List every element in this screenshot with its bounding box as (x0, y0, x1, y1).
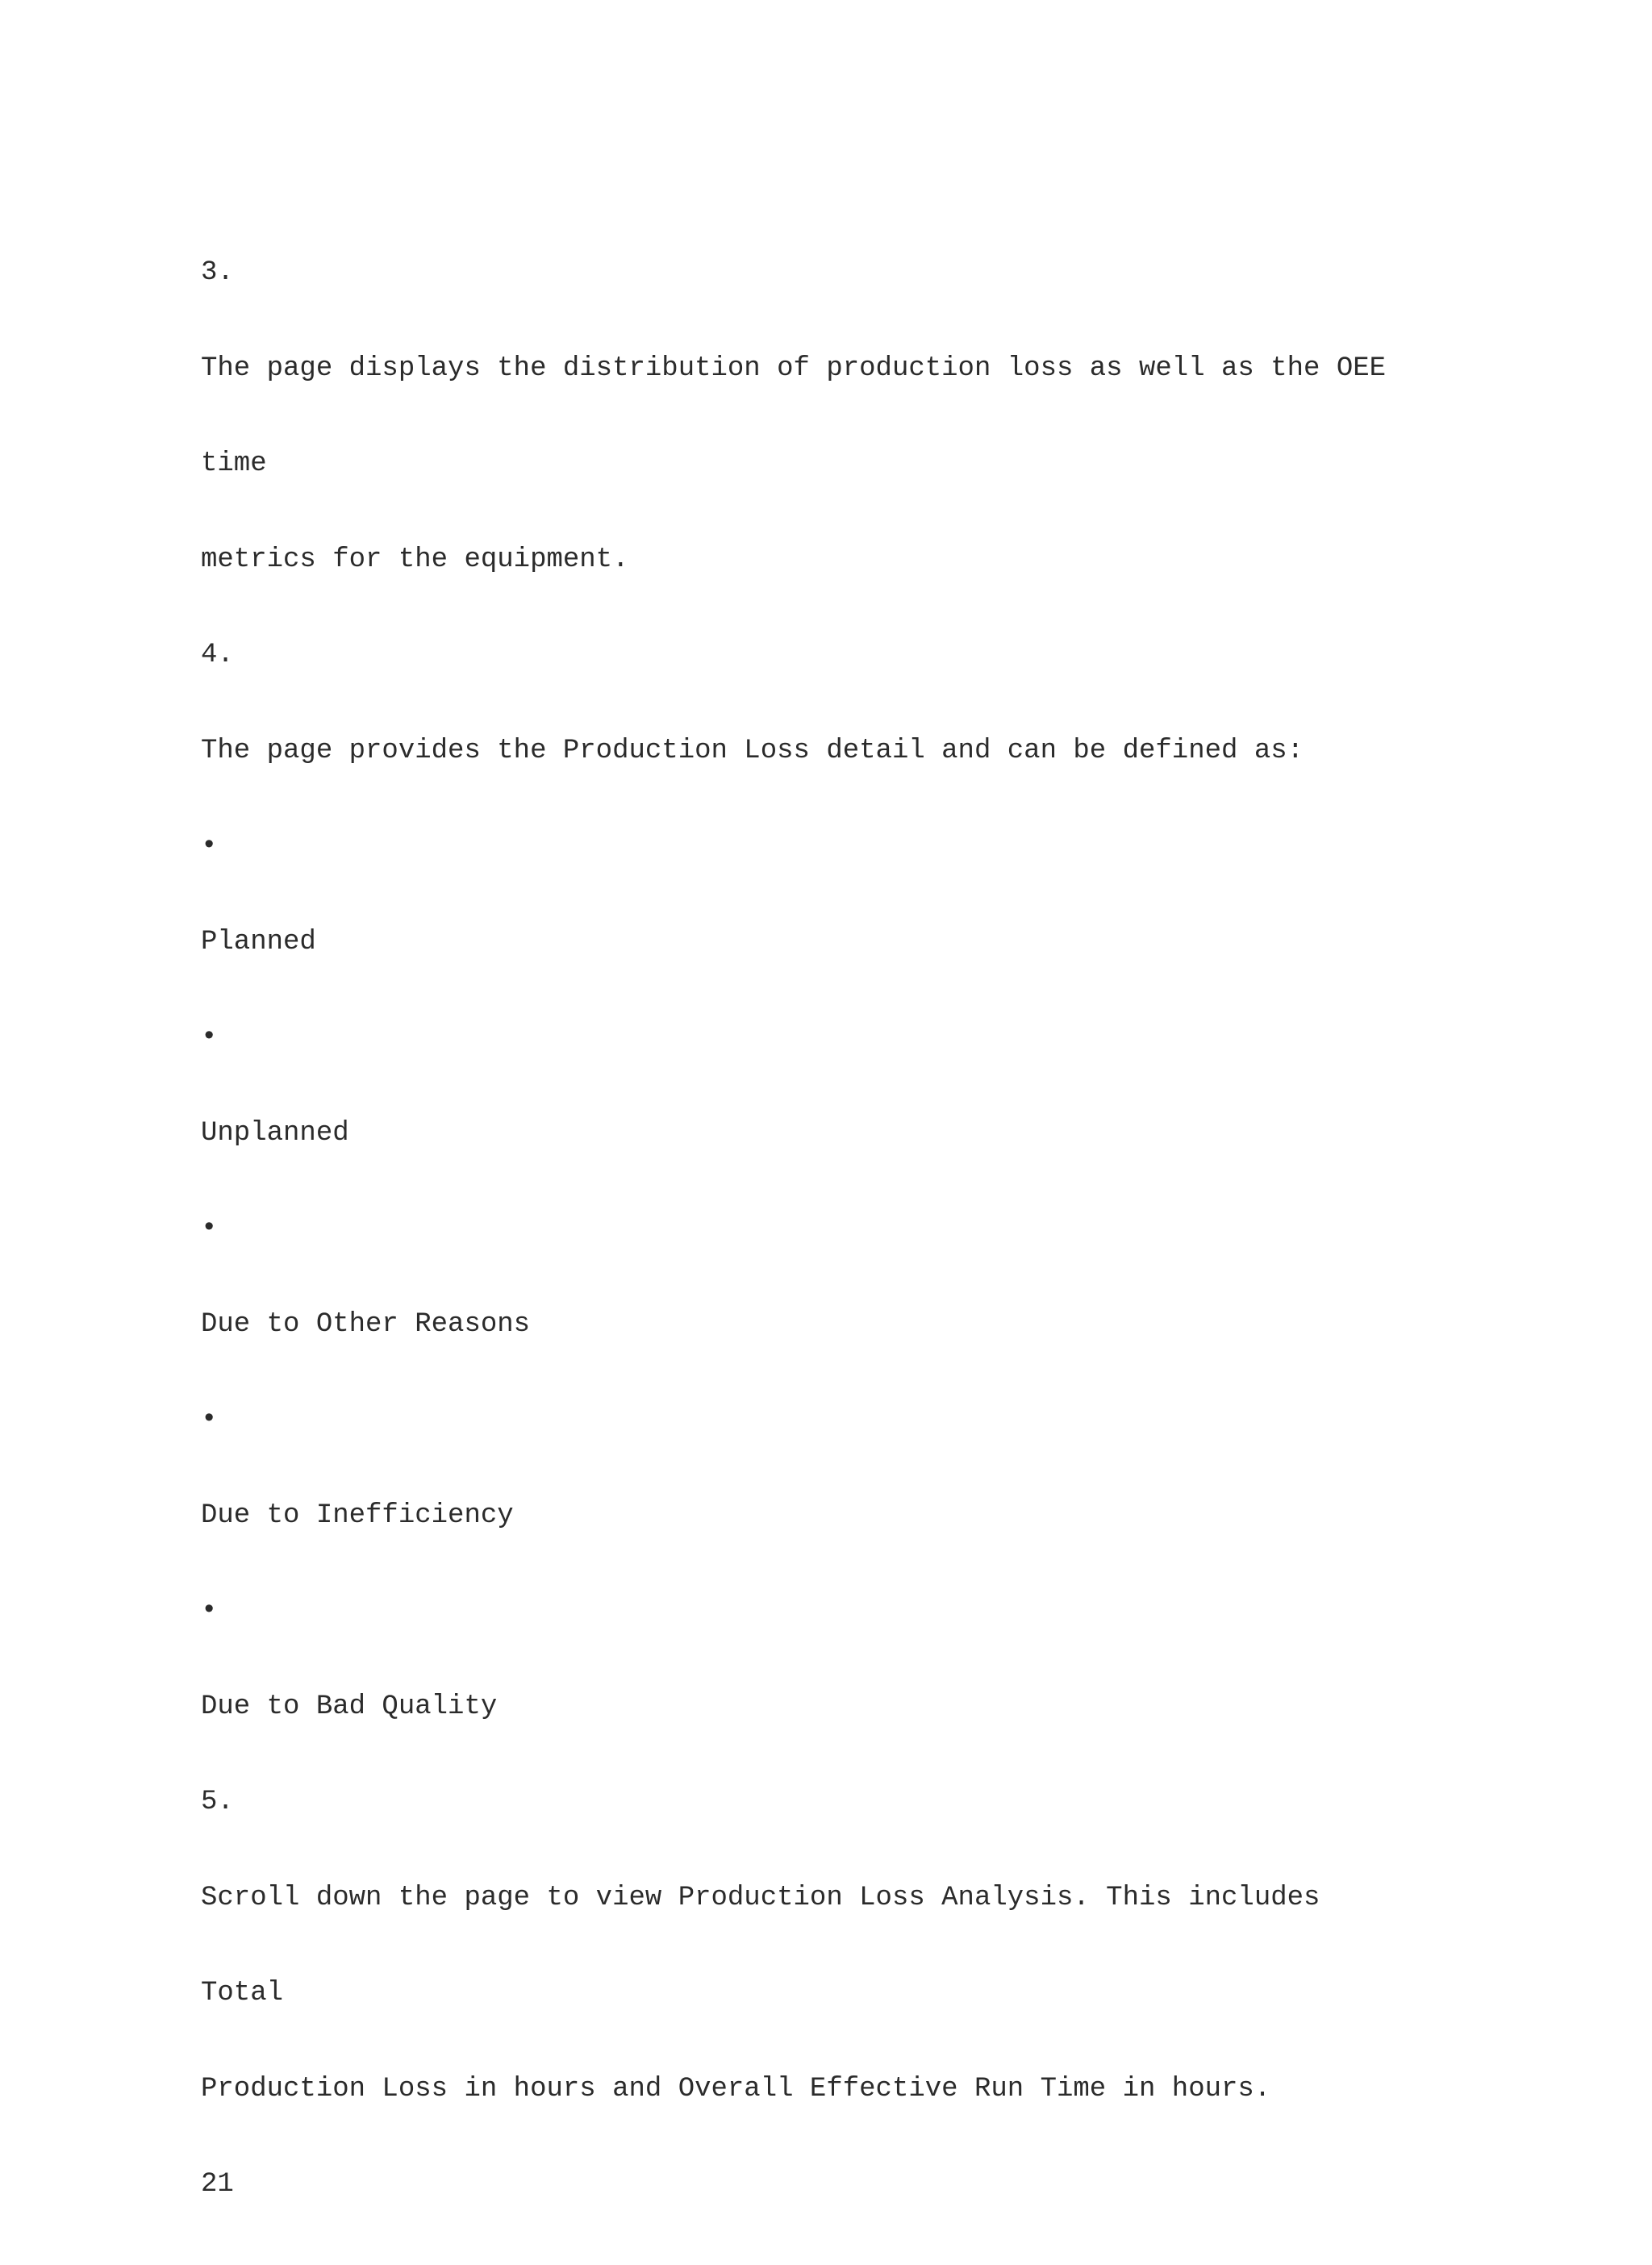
document-text (201, 194, 1386, 2265)
step-4-text: The page provides the Production Loss detail and can be defined as: (201, 735, 1304, 766)
list-item-other-reasons: Due to Other Reasons (201, 1308, 531, 1340)
list-item-unplanned: Unplanned (201, 1117, 349, 1149)
step-3-text-line-2: time (201, 448, 267, 479)
bullet-icon: • (201, 1404, 218, 1435)
step-number-4: 4. (201, 640, 234, 670)
step-number-3: 3. (201, 257, 234, 288)
step-5-text-line-3: Production Loss in hours and Overall Effective Run Time in hours. (201, 2073, 1271, 2104)
list-item-inefficiency: Due to Inefficiency (201, 1500, 514, 1531)
step-3-text-line-3: metrics for the equipment. (201, 544, 629, 575)
step-5-text-line-1: Scroll down the page to view Production Loss Analysis. This includes (201, 1882, 1320, 1913)
step-3-text-line-1: The page displays the distribution of production loss as well as the OEE (201, 352, 1387, 384)
bullet-icon: • (201, 1022, 218, 1053)
page-number: 21 (201, 2169, 234, 2200)
step-number-5: 5. (201, 1787, 234, 1817)
step-5-text-line-2: Total (201, 1978, 284, 2008)
list-item-bad-quality: Due to Bad Quality (201, 1691, 498, 1722)
list-item-planned: Planned (201, 926, 316, 957)
bullet-icon: • (201, 1213, 218, 1244)
bullet-icon: • (201, 831, 218, 861)
bullet-icon: • (201, 1596, 218, 1626)
